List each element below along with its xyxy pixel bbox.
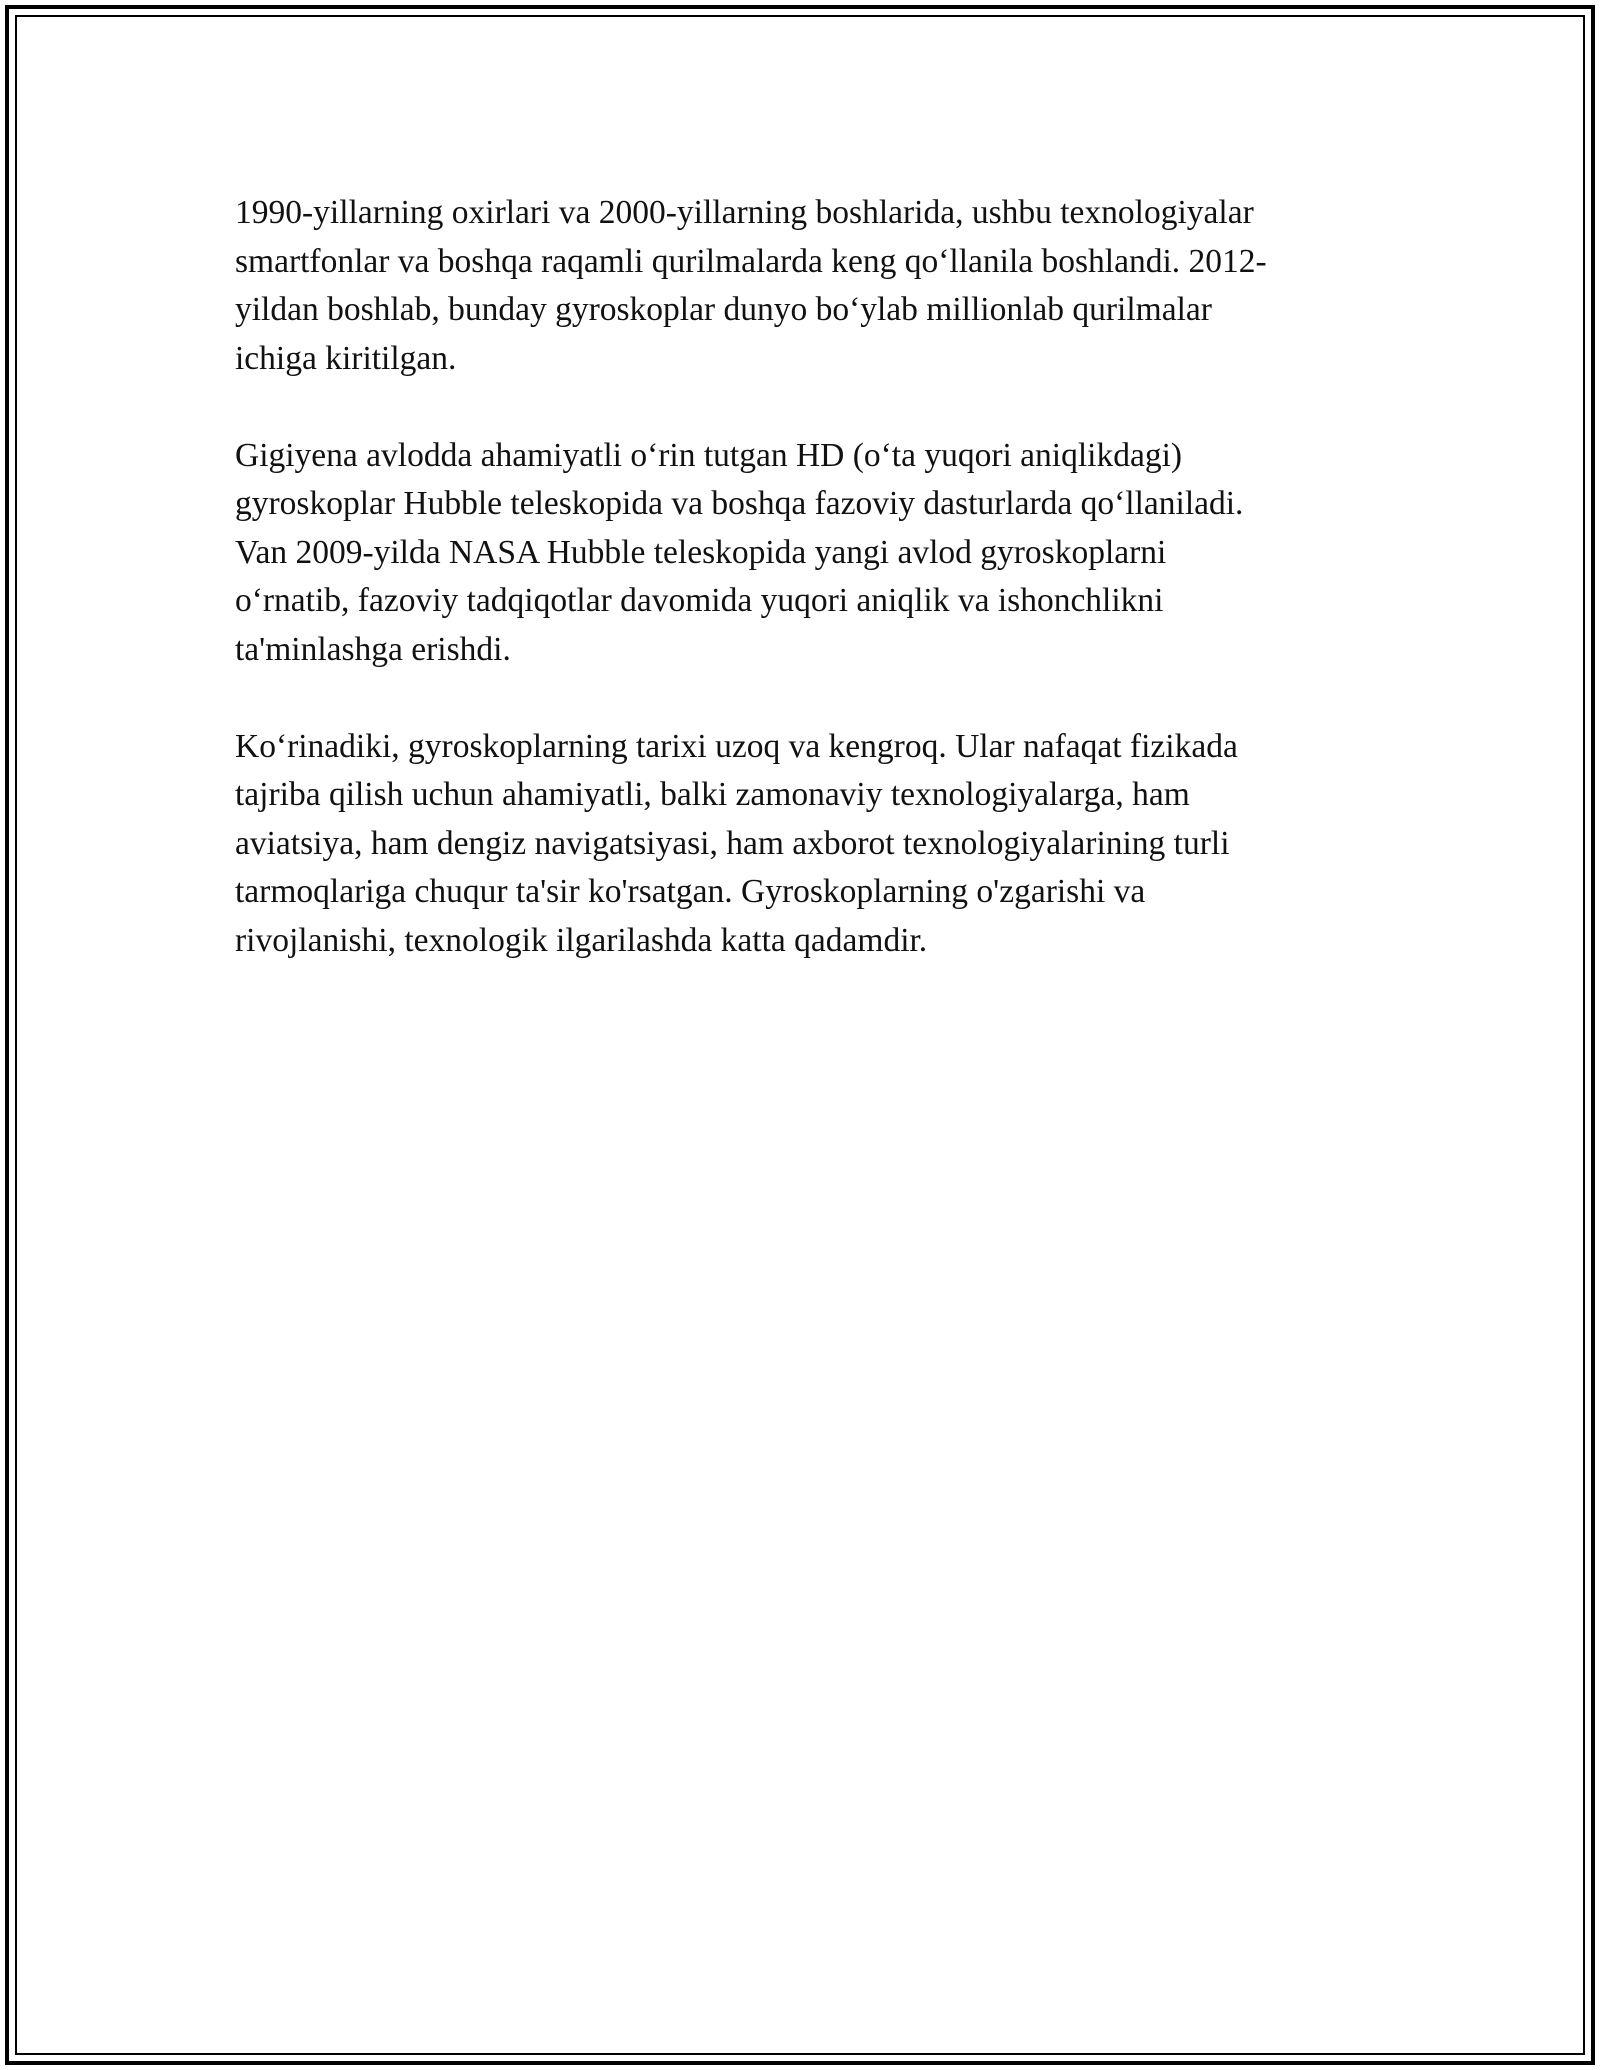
text-line: rivojlanishi, texnologik ilgarilashda katta qadamdir. bbox=[235, 921, 928, 959]
paragraph-1 bbox=[235, 189, 1375, 383]
text-line: gyroskoplar Hubble teleskopida va boshqa fazoviy dasturlarda qo‘llaniladi. bbox=[235, 485, 1244, 522]
text-line: aviatsiya, ham dengiz navigatsiyasi, ham axborot texnologiyalarining turli bbox=[235, 824, 1230, 862]
text-line: o‘rnatib, fazoviy tadqiqotlar davomida yuqori aniqlik va ishonchlikni bbox=[235, 582, 1164, 619]
paragraph-3 bbox=[235, 723, 1375, 966]
paragraph-2 bbox=[235, 432, 1375, 675]
text-line: tarmoqlariga chuqur ta'sir ko'rsatgan. Gyroskoplarning o'zgarishi va bbox=[235, 873, 1146, 910]
document-body bbox=[235, 189, 1375, 1014]
text-line: smartfonlar va boshqa raqamli qurilmalarda keng qo‘llanila boshlandi. 2012- bbox=[235, 242, 1267, 280]
text-line: ichiga kiritilgan. bbox=[235, 339, 457, 377]
text-line: Gigiyena avlodda ahamiyatli o‘rin tutgan HD (o‘ta yuqori aniqlikdagi) bbox=[235, 436, 1183, 474]
text-line: 1990-yillarning oxirlari va 2000-yillarning boshlarida, ushbu texnologiyalar bbox=[235, 194, 1254, 231]
text-line: Ko‘rinadiki, gyroskoplarning tarixi uzoq va kengroq. Ular nafaqat fizikada bbox=[235, 727, 1238, 765]
text-line: ta'minlashga erishdi. bbox=[235, 630, 511, 668]
text-line: yildan boshlab, bunday gyroskoplar dunyo bo‘ylab millionlab qurilmalar bbox=[235, 291, 1212, 328]
text-line: tajriba qilish uchun ahamiyatli, balki zamonaviy texnologiyalarga, ham bbox=[235, 776, 1190, 813]
text-line: Van 2009-yilda NASA Hubble teleskopida yangi avlod gyroskoplarni bbox=[235, 533, 1167, 571]
